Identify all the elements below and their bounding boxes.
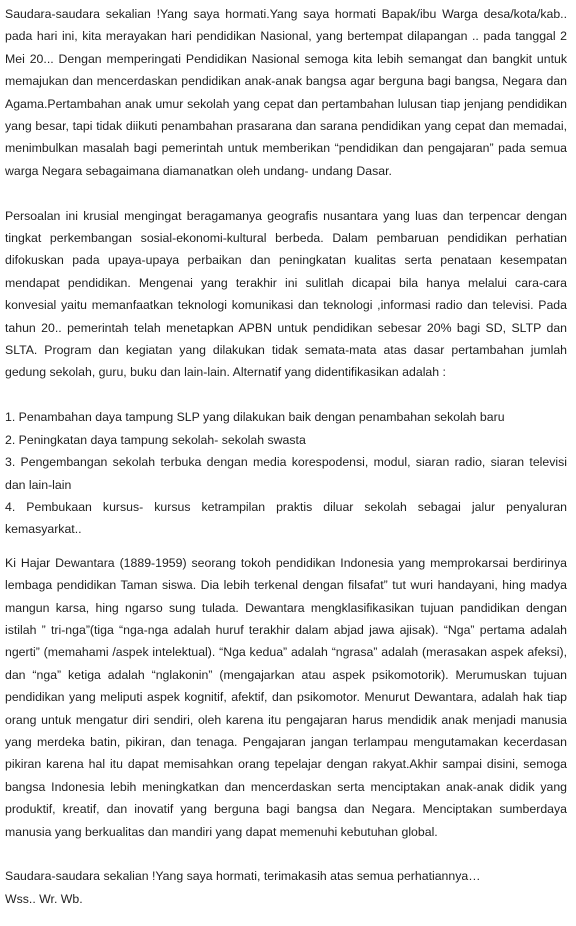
paragraph-gap (5, 843, 567, 865)
paragraph-dewantara: Ki Hajar Dewantara (1889-1959) seorang tokoh pendidikan Indonesia yang memprokarsai berdirinya lembaga pendidikan Taman siswa. Dia lebih terkenal dengan filsafat” tut wuri handayani, hing madya mangun karsa, hing ngarso sung tulada. Dewantara mengklasifikasikan tujuan pandidikan dengan istilah ” tri-nga”(tiga “nga-nga adalah huruf terakhir dalam abjad jawa ajisak). “Nga” pertama adalah ngerti” (memahami /aspek intelektual). “Nga kedua” adalah “ngrasa” adalah (merasakan aspek afeksi), dan “nga” ketiga adalah “nglakonin” (mengajarkan atau aspek psikomotorik). Merumuskan tujuan pendidikan yang meliputi aspek kognitif, afektif, dan psikomotor. Menurut Dewantara, adalah hak tiap orang untuk mengatur diri sendiri, oleh karena itu pengajaran harus mendidik anak menjadi manusia yang merdeka batin, pikiran, dan tenaga. Pengajaran jangan terlampau mengutamakan kecerdasan pikiran karena hal itu dapat memisahkan orang tepelajar dengan rakyat.Akhir sampai disini, semoga bangsa Indonesia lebih meningkatkan dan mencerdaskan serta menciptakan anak-anak didik yang produktif, kreatif, dan inovatif yang berguna bagi bangsa dan Negara. Menciptakan sumberdaya manusia yang berkualitas dan mandiri yang dapat memenuhi kebutuhan global. (5, 555, 567, 839)
paragraph-persoalan: Persoalan ini krusial mengingat beragamanya geografis nusantara yang luas dan terpencar dengan tingkat perkembangan sosial-ekonomi-kultural berbeda. Dalam pembaruan pendidikan perhatian difokuskan pada upaya-upaya perbaikan dan peningkatan kualitas serta penataan kesempatan mendapat pendidikan. Mengenai yang terakhir ini sulitlah dicapai bila hanya melalui cara-cara konvesial yaitu memanfaatkan teknologi komunikasi dan teknologi ,informasi radio dan televisi. Pada tahun 20.. pemerintah telah menetapkan APBN untuk pendidikan sebesar 20% bagi SD, SLTP dan SLTA. Program dan kegiatan yang dilakukan tidak semata-mata atas dasar pertambahan jumlah gedung sekolah, guru, buku dan lain-lain. Alternatif yang didentifikasikan adalah : (5, 208, 567, 380)
alternatives-list (5, 406, 567, 540)
paragraph-gap (5, 541, 567, 552)
signoff-line: Wss.. Wr. Wb. (5, 891, 83, 906)
paragraph-gap (5, 384, 567, 406)
paragraph-opening: Saudara-saudara sekalian !Yang saya hormati.Yang saya hormati Bapak/ibu Warga desa/kota/kab.. pada hari ini, kita merayakan hari pendidikan Nasional, yang bertempat dilapangan .. pada tanggal 2 Mei 20... Dengan memperingati Pendidikan Nasional semoga kita lebih semangat dan bangkit untuk memajukan dan mencerdaskan pendidikan anak-anak bangsa agar berguna bagi bangsa, Negara dan Agama.Pertambahan anak umur sekolah yang cepat dan pertambahan lulusan tiap jenjang pendidikan yang besar, tapi tidak diikuti penambahan prasarana dan sarana pendidikan yang cepat dan memadai, menimbulkan masalah bagi pemerintah untuk memberikan “pendidikan dan pengajaran” pada semua warga Negara sebagaimana diamanatkan oleh undang- undang Dasar. (5, 7, 567, 178)
list-item: 2. Peningkatan daya tampung sekolah- sekolah swasta (5, 432, 306, 447)
list-item: 1. Penambahan daya tampung SLP yang dilakukan baik dengan penambahan sekolah baru (5, 410, 505, 425)
speech-document (5, 3, 567, 910)
list-item: 4. Pembukaan kursus- kursus ketrampilan praktis diluar sekolah sebagai jalur penyaluran kemasyarkat.. (5, 499, 567, 537)
paragraph-gap (5, 182, 567, 204)
list-item: 3. Pengembangan sekolah terbuka dengan media korespodensi, modul, siaran radio, siaran televisi dan lain-lain (5, 455, 567, 492)
closing-line: Saudara-saudara sekalian !Yang saya hormati, terimakasih atas semua perhatiannya… (5, 869, 481, 884)
